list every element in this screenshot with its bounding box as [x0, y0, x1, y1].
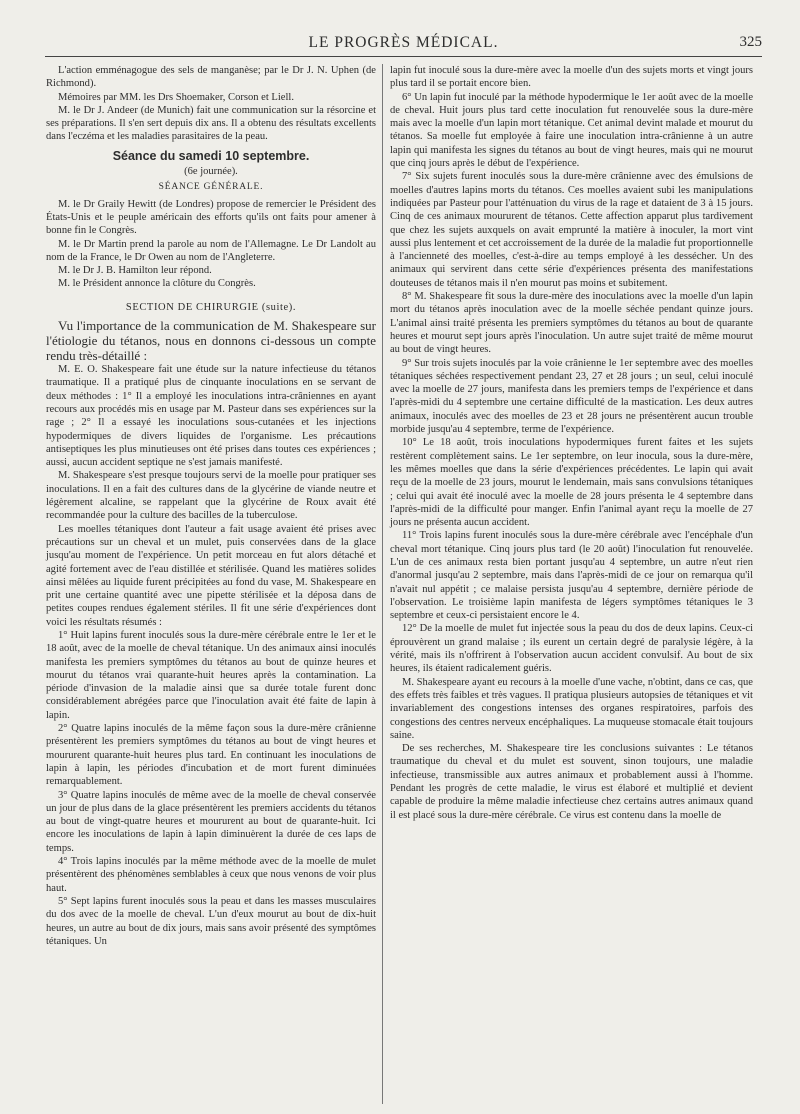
body-paragraph: 4° Trois lapins inoculés par la même méthode avec de la moelle de mulet présentèrent des phénomènes semblables à ceux que nous venons de voir plus haut.	[46, 856, 376, 894]
body-paragraph: lapin fut inoculé sous la dure-mère avec la moelle d'un des sujets morts et vingt jours plus tard il se portait encore bien.	[390, 65, 753, 90]
body-paragraph: 11° Trois lapins furent inoculés sous la dure-mère cérébrale avec l'encéphale d'un cheval mort tétanique. Cinq jours plus tard (le 20 août) l'inoculation fut renouvelée. L'un de ces animaux resta bien portant jusqu'au 4 septembre, un autre n'eut rien d'anormal jusqu'au 2 septembre, mais dans l'après-midi de ce jour on remarqua qu'il n'avait nul appétit ; ce malaise persista jusqu'au 4 septembre, dernière période de l'observation. Le troisième lapin manifesta de légers symptômes tétaniques le 3 septembre et ceux-ci persistaient encore le 4.	[390, 530, 753, 622]
body-paragraph: 12° De la moelle de mulet fut injectée sous la peau du dos de deux lapins. Ceux-ci éprouvèrent un grand malaise ; ils eurent un certain degré de paralysie légère, à la vérité, mais ils n'offrirent à l'observation aucun accident convulsif. Au bout de six heures, ils étaient radicalement guéris.	[390, 623, 753, 675]
seance-paragraph: M. le Dr J. B. Hamilton leur répond.	[58, 265, 212, 277]
body-paragraph: 1° Huit lapins furent inoculés sous la dure-mère cérébrale entre le 1er et le 18 août, avec de la moelle de cheval tétanique. Un des animaux ainsi inoculés manifesta les premiers symptômes du tétanos au bout de quinze heures et mourut du tétanos vrai quarante-huit heures après la contamination. La période d'invasion de la maladie ainsi que sa durée totale furent donc considérablement abrégées parce que l'inoculation avait été faite de lapin à lapin.	[46, 629, 376, 721]
seance-generale-heading: SÉANCE GÉNÉRALE.	[158, 182, 264, 193]
body-paragraph: 2° Quatre lapins inoculés de la même façon sous la dure-mère crânienne présentèrent les premiers symptômes du tétanos au bout de vingt heures et moururent quarante-huit heures plus tard. En continuant les inoculations de lapin à lapin, les périodes d'incubation et de mort furent diminuées remarquablement.	[46, 723, 376, 788]
column-divider	[382, 64, 383, 1104]
section-title: SECTION DE CHIRURGIE (suite).	[125, 301, 297, 313]
body-paragraph: M. Shakespeare ayant eu recours à la moelle d'une vache, n'obtint, dans ce cas, que des effets très faibles et très vagues. Il pratiqua plusieurs autopsies de tétaniques et vit invariablement des congestions intenses des organes respiratoires, parfois des congestions des centres nerveux encéphaliques. La muqueuse stomacale était toujours saine.	[390, 676, 753, 741]
intro-paragraph: M. le Dr J. Andeer (de Munich) fait une communication sur la résorcine et ses préparations. Il s'en sert depuis dix ans. Il a obtenu des résultats excellents dans l'eczéma et les maladies parasitaires de la peau.	[46, 104, 376, 143]
body-paragraph: De ses recherches, M. Shakespeare tire les conclusions suivantes : Le tétanos traumatique du cheval et du mulet est souvent, sinon toujours, une maladie infectieuse, transmissible aux autres animaux et probablement aussi à l'homme. Pendant les progrès de cette maladie, le virus est élaboré et multiplié et devient capable de produire la même maladie infectieuse chez certains autres animaux quand il est placé sous la dure-mère cérébrale. Ce virus est contenu dans la moelle de	[390, 743, 753, 821]
body-paragraph: M. Shakespeare s'est presque toujours servi de la moelle pour pratiquer ses inoculations. Il en a fait des cultures dans de la glycérine de viande neutre et légèrement alcaline, se rappelant que la glycérine de Roux avait été recommandée pour la culture des bacilles de la tuberculose.	[46, 470, 376, 522]
left-column	[46, 64, 376, 948]
body-paragraph: 3° Quatre lapins inoculés de même avec de la moelle de cheval conservée un jour de plus dans de la glace présentèrent les premiers accidents du tétanos au bout de vingt-quatre heures et moururent au bout de quarante-huit. Ici encore les inoculations de lapin à lapin diminuèrent la durée de ces laps de temps.	[46, 789, 376, 854]
right-column	[390, 64, 753, 822]
seance-paragraph: M. le Président annonce la clôture du Congrès.	[58, 278, 256, 290]
journee-label: (6e journée).	[184, 166, 238, 178]
body-paragraph: M. E. O. Shakespeare fait une étude sur la nature infectieuse du tétanos traumatique. Il a pratiqué plus de cinquante inoculations en se servant de deux méthodes : 1° Il a employé les inoculations intra-crâniennes en ayant recours aux procédés mis en usage par M. Pasteur dans ses expériences sur la rage ; 2° Il a essayé les inoculations sous-cutanées et les injections hypodermiques de divers liquides de l'organisme. Les précautions antiseptiques les plus minutieuses ont été prises dans toutes ces expériences ; aussi, aucun accident septique ne s'est jamais manifesté.	[46, 364, 376, 469]
body-paragraph: 10° Le 18 août, trois inoculations hypodermiques furent faites et les sujets restèrent complètement sains. Le 1er septembre, on leur inocula, sous la dure-mère, les mêmes moelles que dans la série d'expériences précédentes. Le lapin qui avait reçu de la moelle de 23 jours, mourut le lendemain, mais sans convulsions tétaniques ; celui qui avait été inoculé avec la moelle de 28 jours présenta le 4 septembre dans l'après-midi de la difficulté pour manger. Enfin l'animal ayant reçu la moelle de 27 jours ne présenta aucun accident.	[390, 437, 753, 529]
body-paragraph: Les moelles tétaniques dont l'auteur a fait usage avaient été prises avec précautions sur un cheval et un mulet, puis conservées dans de la glace jusqu'au moment de l'expérience. Un petit morceau en fut alors détaché et agité fortement avec de l'eau distillée et stérilisée. Quand les matières solides ainsi mêlées au liquide furent précipitées au fond du vase, M. Shakespeare en prit une certaine quantité avec une pipette stérilisée et la déposa dans de petites coupes rendues également stériles. Il fit une série d'expériences dont voici les résultats résumés :	[46, 523, 376, 628]
seance-paragraph: M. le Dr Graily Hewitt (de Londres) propose de remercier le Président des États-Unis et le peuple américain des efforts qu'ils ont faits pour amener à bonne fin le Congrès.	[46, 198, 376, 237]
seance-paragraph: M. le Dr Martin prend la parole au nom de l'Allemagne. Le Dr Landolt au nom de la France, le Dr Owen au nom de l'Angleterre.	[46, 238, 376, 263]
intro-paragraph: Mémoires par MM. les Drs Shoemaker, Corson et Liell.	[58, 91, 294, 103]
intro-paragraph: L'action emménagogue des sels de manganèse; par le Dr J. N. Uphen (de Richmond).	[46, 65, 376, 90]
lead-paragraph: Vu l'importance de la communication de M. Shakespeare sur l'étiologie du tétanos, nous en donnons ci-dessous un compte rendu très-détaillé :	[46, 318, 376, 364]
seance-title: Séance du samedi 10 septembre.	[112, 148, 310, 163]
body-paragraph: 7° Six sujets furent inoculés sous la dure-mère crânienne avec des émulsions de moelles d'autres lapins morts du tétanos. Ces moelles avaient subi les manipulations indiquées par Pasteur pour l'atténuation du virus de la rage et dataient de 3 à 15 jours. Cinq de ces animaux moururent de tétanos. Cette affection apparut plus tardivement que chez les sujets auxquels on avait emprunté la matière à inoculer, la mort vint aussi plus lentement et cet accroissement de la durée de la maladie fut proportionnelle à l'ancienneté des moelles, c'est-à-dire au temps employé à les dessécher. Un des animaux qui servirent dans cette série d'expériences présenta des manifestations douteuses de tétanos mais il n'en mourut pas moins et subitement.	[390, 171, 753, 289]
body-paragraph: 8° M. Shakespeare fit sous la dure-mère des inoculations avec la moelle d'un lapin mort du tétanos après inoculation avec de la moelle séchée pendant quinze jours. L'animal ainsi traité présenta les premiers symptômes du tétanos au bout de quarante heures et mourut sept jours après l'inoculation. Un autre sujet traité de même mourut au bout de vingt heures.	[390, 291, 753, 356]
body-paragraph: 9° Sur trois sujets inoculés par la voie crânienne le 1er septembre avec des moelles tétaniques séchées respectivement pendant 23, 27 et 28 jours ; un seul, celui inoculé avec la moelle de 27 jours, manifesta dans les premiers temps de l'expérience et dans l'après-midi du 4 septembre une certaine difficulté de la mastication. Les deux autres animaux, inoculés avec des moelles de 23 et 28 jours ne présentèrent aucun trouble morbide jusqu'au 4 septembre, terme de l'expérience.	[390, 357, 753, 436]
body-paragraph: 5° Sept lapins furent inoculés sous la peau et dans les masses musculaires du dos avec de la moelle de cheval. L'un d'eux mourut au bout de dix-huit heures, un autre au bout de dix jours, mais sans avoir présenté des symptômes tétaniques. Un	[46, 895, 376, 947]
page-number: 325	[739, 34, 762, 50]
body-paragraph: 6° Un lapin fut inoculé par la méthode hypodermique le 1er août avec de la moelle de cheval. Huit jours plus tard cette inoculation fut renouvelée sous la dure-mère mais avec la moelle d'un lapin mort tétanique. Cet animal devint malade et mourut du tétanos. Sa moelle fut employée à faire une inoculation intra-crânienne à un autre lapin qui manifesta les signes du tétanos au bout de vingt heures, mais qui ne mourut que cinq jours après le début de l'expérience.	[390, 91, 753, 170]
running-title: LE PROGRÈS MÉDICAL.	[308, 34, 499, 51]
page-header	[45, 30, 762, 57]
